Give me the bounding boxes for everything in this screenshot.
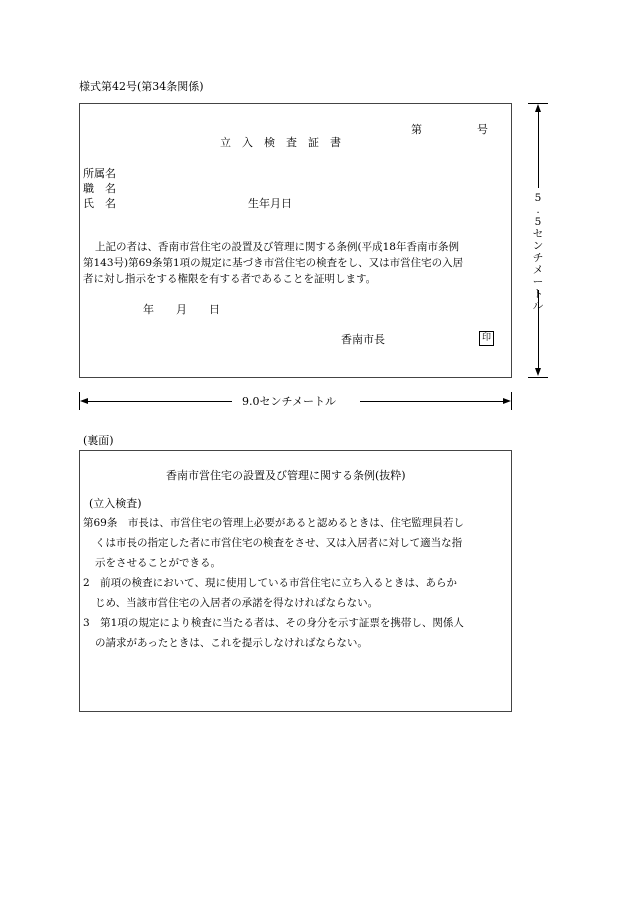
back-title: 香南市営住宅の設置及び管理に関する条例(抜粋) <box>166 469 406 482</box>
issuer-label: 香南市長 <box>341 333 385 346</box>
name-label: 氏 名 <box>83 197 116 210</box>
height-dimension-tick-bottom <box>528 377 548 378</box>
width-dimension-label: 9.0センチメートル <box>242 395 337 408</box>
height-dimension-line <box>538 110 539 188</box>
certificate-title: 立 入 検 査 証 書 <box>220 136 341 149</box>
height-dimension-char: ト <box>532 288 544 300</box>
birthdate-label: 生年月日 <box>248 197 292 210</box>
width-dimension-line <box>86 401 232 402</box>
article-line: じめ、当該市営住宅の入居者の承諾を得なければならない。 <box>95 597 379 609</box>
arrow-down-icon <box>535 368 541 376</box>
height-dimension-line <box>538 290 539 368</box>
article-line: 2 前項の検査において、現に使用している市営住宅に立ち入るときは、あらか <box>83 577 457 589</box>
height-dimension-char: チ <box>532 252 544 264</box>
height-dimension-char: 5 <box>534 216 542 228</box>
date-line: 年 月 日 <box>143 303 220 316</box>
width-dimension-line <box>360 401 504 402</box>
article-line: 示をさせることができる。 <box>95 557 221 569</box>
article-line: 第69条 市長は、市営住宅の管理上必要があると認めるときは、住宅監理員若し <box>83 517 464 529</box>
width-dimension-tick-right <box>511 392 512 410</box>
form-label: 様式第42号(第34条関係) <box>79 80 204 93</box>
section-heading: (立入検査) <box>89 497 142 510</box>
certificate-body-line: 第143号)第69条第1項の規定に基づき市営住宅の検査をし、又は市営住宅の入居 <box>83 257 464 269</box>
height-dimension-char: ン <box>532 240 544 252</box>
article-line: 3 第1項の規定により検査に当たる者は、その身分を示す証票を携帯し、関係人 <box>83 617 464 629</box>
height-dimension-char: 5 <box>534 192 542 204</box>
height-dimension-char: ル <box>532 300 544 312</box>
arrow-right-icon <box>503 398 511 404</box>
height-dimension-char: . <box>536 204 540 216</box>
back-side-label: (裏面) <box>83 434 114 447</box>
certificate-body-line: 上記の者は、香南市営住宅の設置及び管理に関する条例(平成18年香南市条例 <box>95 241 459 253</box>
article-line: くは市長の指定した者に市営住宅の検査をさせ、又は入居者に対して適当な指 <box>95 537 463 549</box>
certificate-body-line: 者に対し指示をする権限を有する者であることを証明します。 <box>83 273 377 285</box>
position-label: 職 名 <box>83 182 116 195</box>
article-line: の請求があったときは、これを提示しなければならない。 <box>95 637 368 649</box>
height-dimension-char: メ <box>532 264 544 276</box>
certificate-number-label: 第 号 <box>411 123 488 136</box>
affiliation-label: 所属名 <box>83 167 116 180</box>
height-dimension-char: セ <box>532 228 544 240</box>
height-dimension-char: ー <box>532 276 544 288</box>
seal-mark: 印 <box>479 331 494 346</box>
